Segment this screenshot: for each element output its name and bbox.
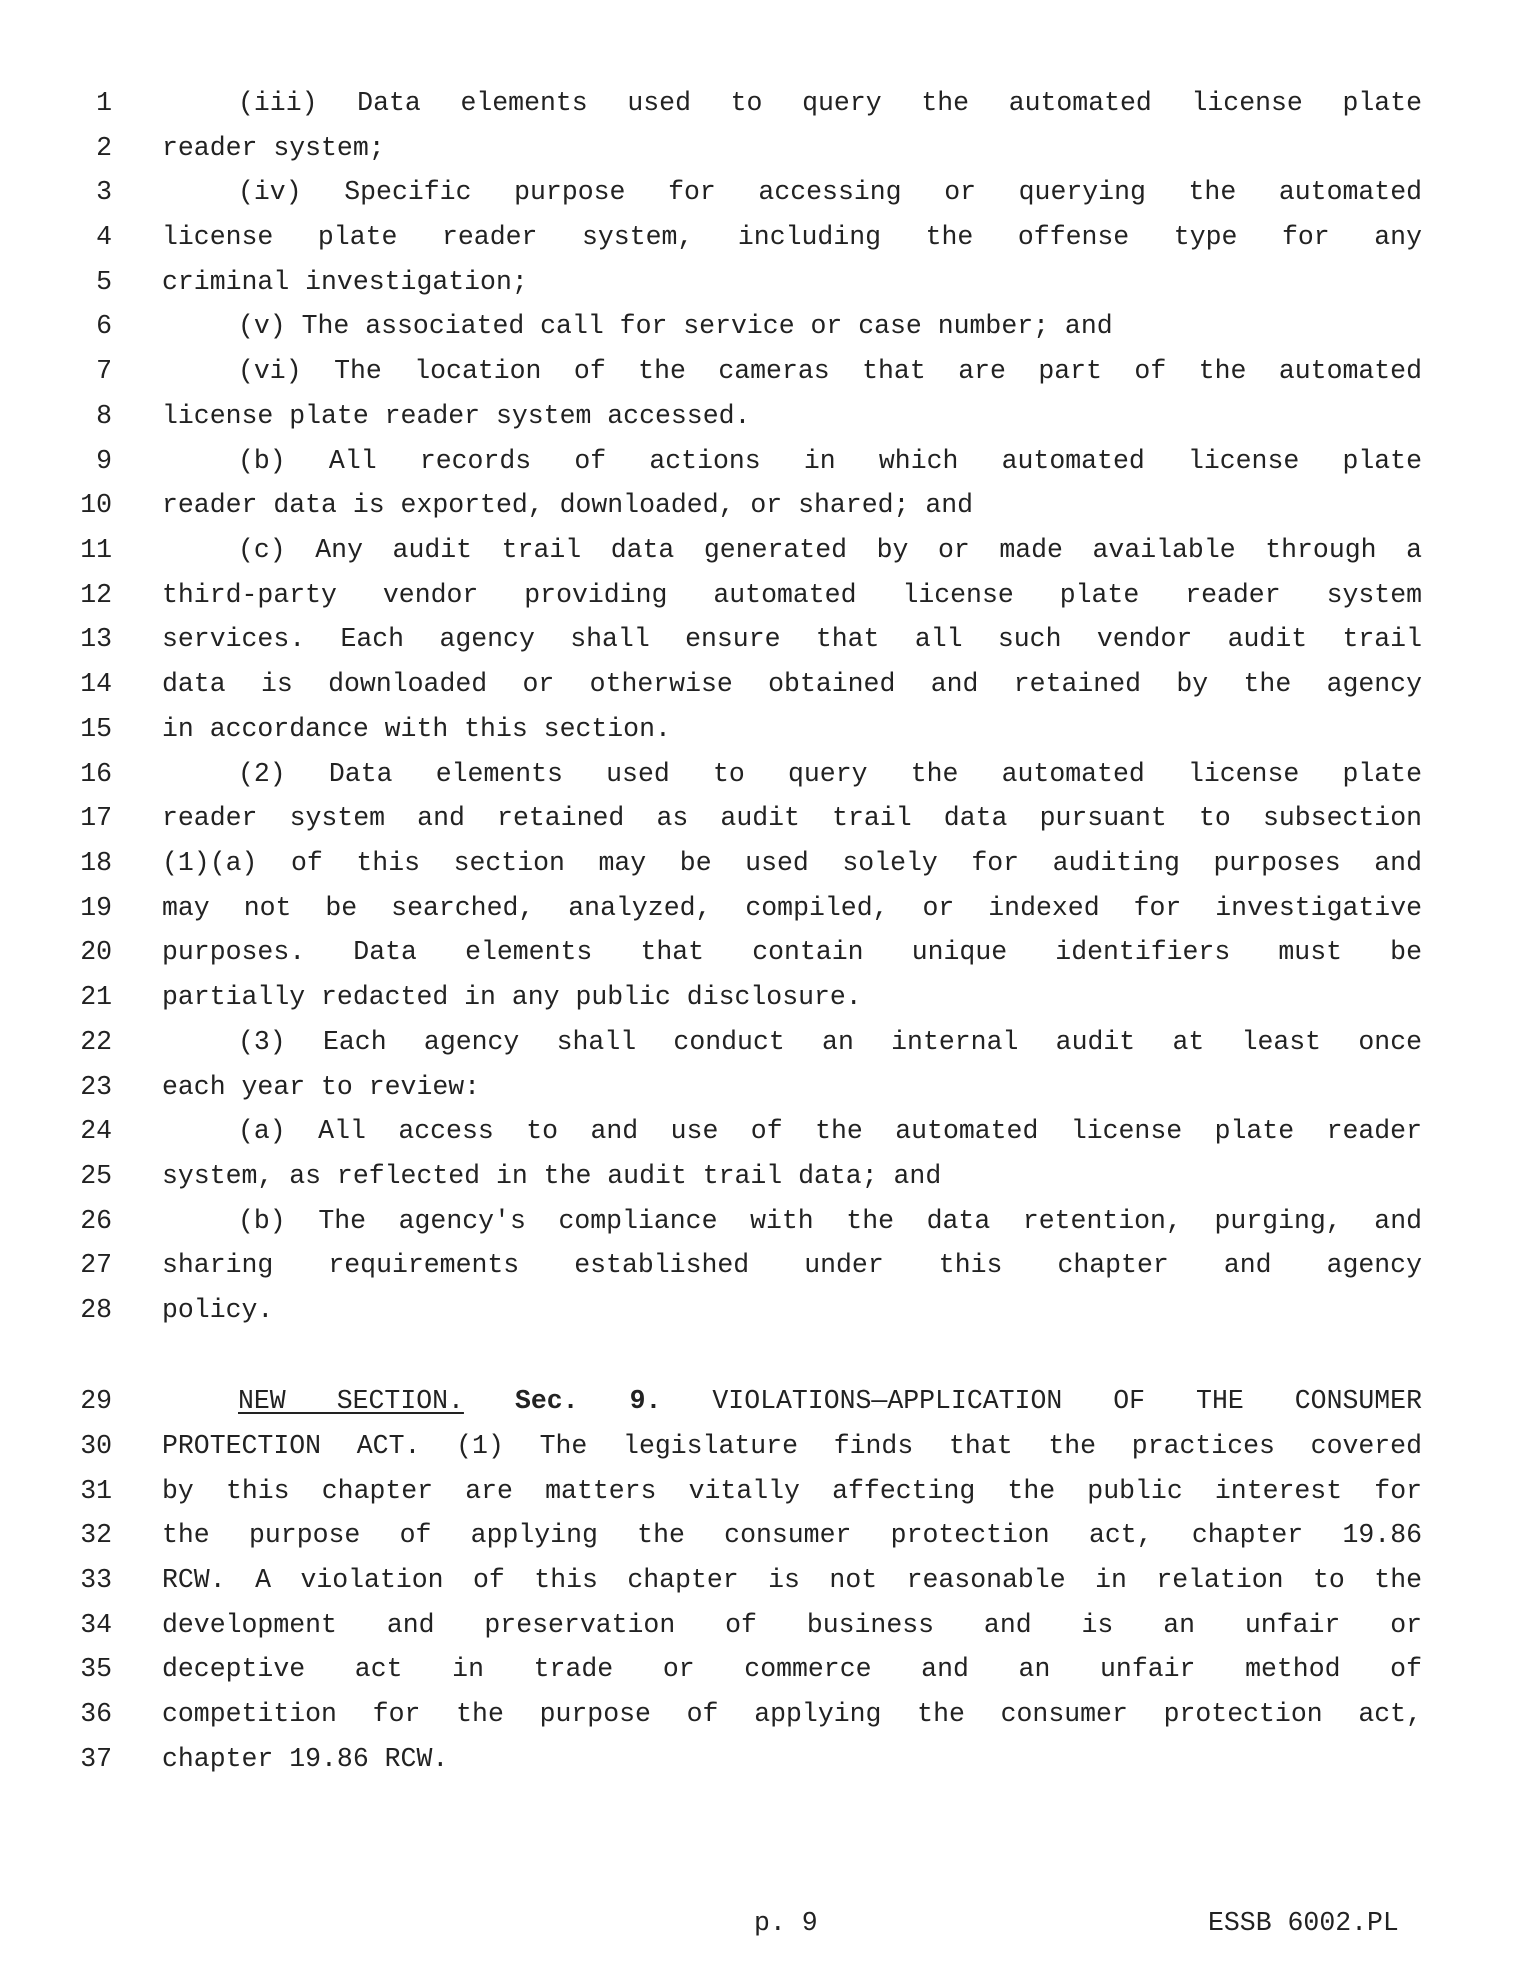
line-number: 29 [80,1386,112,1416]
line-number: 26 [80,1206,112,1236]
line-35 [0,1649,1530,1689]
line-number: 23 [80,1072,112,1102]
line-number: 37 [80,1744,112,1774]
line-text: (2) Data elements used to query the automated license plate [238,759,1422,789]
line-10 [0,485,1530,525]
line-6 [0,306,1530,346]
line-27 [0,1245,1530,1285]
line-number: 22 [80,1027,112,1057]
line-text: system, as reflected in the audit trail data; and [162,1161,942,1191]
line-number: 16 [80,759,112,789]
line-number: 34 [80,1610,112,1640]
line-number: 14 [80,669,112,699]
line-number: 3 [96,177,112,207]
line-text: by this chapter are matters vitally affecting the public interest for [162,1476,1422,1506]
section-title: VIOLATIONS—APPLICATION OF THE CONSUMER [712,1386,1422,1416]
line-text: (a) All access to and use of the automated license plate reader [238,1116,1422,1146]
line-5 [0,262,1530,302]
line-number: 27 [80,1250,112,1280]
line-number: 7 [96,356,112,386]
line-text: (iii) Data elements used to query the automated license plate [238,88,1422,118]
line-number: 4 [96,222,112,252]
line-number: 19 [80,893,112,923]
line-text: reader data is exported, downloaded, or shared; and [162,490,974,520]
line-31 [0,1471,1530,1511]
line-number: 33 [80,1565,112,1595]
line-2 [0,128,1530,168]
line-12 [0,575,1530,615]
line-36 [0,1694,1530,1734]
line-number: 28 [80,1295,112,1325]
line-22 [0,1022,1530,1062]
line-19 [0,888,1530,928]
line-number: 10 [80,490,112,520]
line-text: data is downloaded or otherwise obtained and retained by the agency [162,669,1422,699]
line-9 [0,441,1530,481]
line-text: purposes. Data elements that contain unique identifiers must be [162,937,1422,967]
line-7 [0,351,1530,391]
line-number: 1 [96,88,112,118]
line-24 [0,1111,1530,1151]
line-8 [0,396,1530,436]
line-text: policy. [162,1295,274,1325]
line-18 [0,843,1530,883]
line-text: (b) The agency's compliance with the data retention, purging, and [238,1206,1422,1236]
section-heading [238,1381,1422,1421]
line-17 [0,798,1530,838]
line-32 [0,1515,1530,1555]
line-text: each year to review: [162,1072,481,1102]
line-text: reader system; [162,133,385,163]
line-text: services. Each agency shall ensure that all such vendor audit trail [162,624,1422,654]
line-30 [0,1426,1530,1466]
line-number: 2 [96,133,112,163]
line-text: development and preservation of business and is an unfair or [162,1610,1422,1640]
line-4 [0,217,1530,257]
line-14 [0,664,1530,704]
bill-identifier: ESSB 6002.PL [1208,1908,1399,1938]
line-number: 17 [80,803,112,833]
line-text: PROTECTION ACT. (1) The legislature finds that the practices covered [162,1431,1422,1461]
line-13 [0,619,1530,659]
line-number: 36 [80,1699,112,1729]
line-text: (3) Each agency shall conduct an internal audit at least once [238,1027,1422,1057]
line-text: third-party vendor providing automated license plate reader system [162,580,1422,610]
line-text: (iv) Specific purpose for accessing or querying the automated [238,177,1422,207]
line-number: 31 [80,1476,112,1506]
line-text: license plate reader system accessed. [162,401,751,431]
line-25 [0,1156,1530,1196]
new-section-label: NEW SECTION. [238,1386,464,1416]
line-16 [0,754,1530,794]
line-number: 18 [80,848,112,878]
line-number: 8 [96,401,112,431]
line-text: license plate reader system, including the offense type for any [162,222,1422,252]
line-number: 11 [80,535,112,565]
line-text: sharing requirements established under this chapter and agency [162,1250,1422,1280]
line-text: (c) Any audit trail data generated by or made available through a [238,535,1422,565]
line-34 [0,1605,1530,1645]
line-text: (1)(a) of this section may be used solely for auditing purposes and [162,848,1422,878]
line-28 [0,1290,1530,1330]
line-11 [0,530,1530,570]
line-text: competition for the purpose of applying the consumer protection act, [162,1699,1422,1729]
line-text: the purpose of applying the consumer protection act, chapter 19.86 [162,1520,1422,1550]
line-15 [0,709,1530,749]
section-heading-line [0,1381,1530,1421]
line-text: partially redacted in any public disclosure. [162,982,862,1012]
line-37 [0,1739,1530,1779]
line-text: (b) All records of actions in which automated license plate [238,446,1422,476]
section-number: Sec. 9. [514,1386,662,1416]
line-3 [0,172,1530,212]
line-21 [0,977,1530,1017]
line-text: criminal investigation; [162,267,528,297]
line-number: 15 [80,714,112,744]
line-number: 20 [80,937,112,967]
line-text: deceptive act in trade or commerce and an unfair method of [162,1654,1422,1684]
line-number: 12 [80,580,112,610]
line-number: 5 [96,267,112,297]
line-number: 24 [80,1116,112,1146]
line-number: 32 [80,1520,112,1550]
line-text: (vi) The location of the cameras that are part of the automated [238,356,1422,386]
line-number: 13 [80,624,112,654]
line-26 [0,1201,1530,1241]
line-1 [0,83,1530,123]
line-text: chapter 19.86 RCW. [162,1744,449,1774]
line-text: in accordance with this section. [162,714,671,744]
line-number: 25 [80,1161,112,1191]
line-text: reader system and retained as audit trail data pursuant to subsection [162,803,1422,833]
page-number: p. 9 [754,1908,818,1938]
line-number: 35 [80,1654,112,1684]
line-23 [0,1067,1530,1107]
line-text: (v) The associated call for service or case number; and [238,311,1113,341]
line-33 [0,1560,1530,1600]
line-text: RCW. A violation of this chapter is not reasonable in relation to the [162,1565,1422,1595]
line-text: may not be searched, analyzed, compiled, or indexed for investigative [162,893,1422,923]
line-number: 9 [96,446,112,476]
line-number: 21 [80,982,112,1012]
line-number: 30 [80,1431,112,1461]
line-number: 6 [96,311,112,341]
line-20 [0,932,1530,972]
